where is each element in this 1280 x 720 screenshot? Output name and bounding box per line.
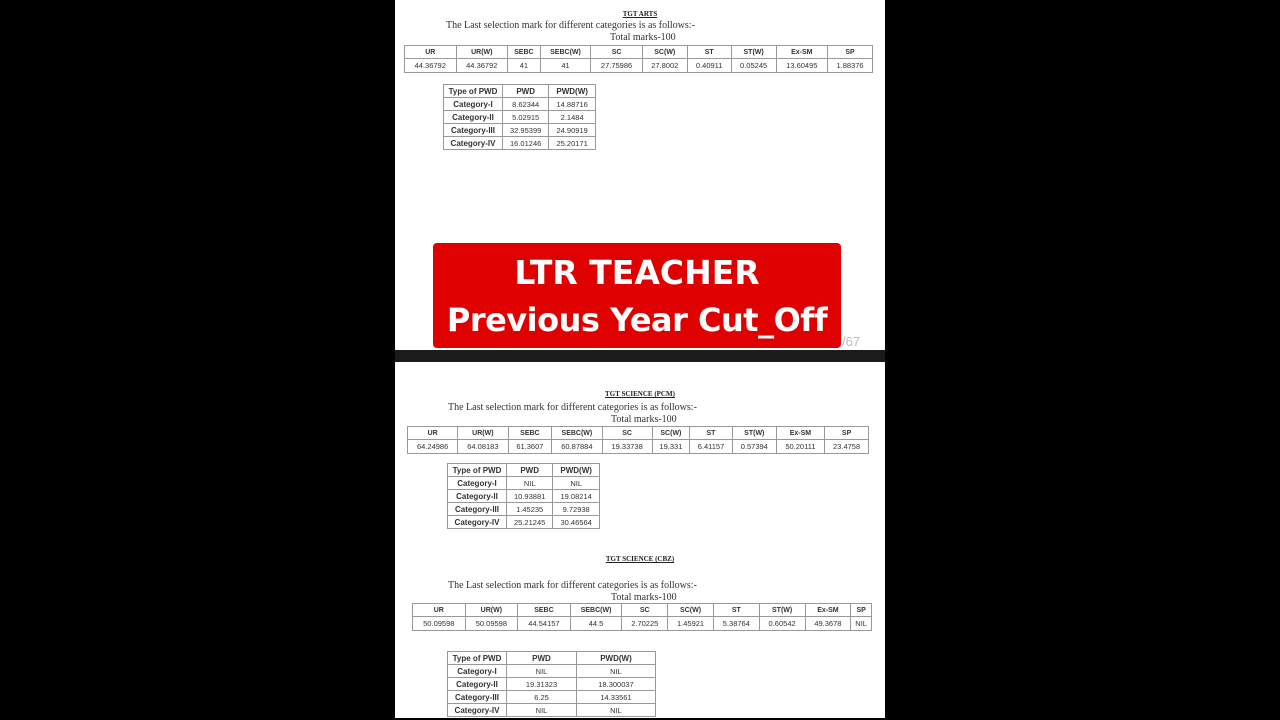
pwd-table-tgt-arts [443,84,596,150]
cell-value: 19.31323 [507,678,577,691]
cell-value: 0.40911 [687,59,731,73]
cell-value: 41 [540,59,591,73]
cell-value: 10.93881 [507,490,553,503]
cell-value: 44.36792 [456,59,508,73]
col-header: ST(W) [759,604,805,617]
col-header: SP [825,427,869,440]
cell-value: 13.60495 [776,59,828,73]
document-page-bottom [395,362,885,718]
cell-value: NIL [576,704,655,717]
cell-value: 6.41157 [690,440,733,454]
category-label: Category-I [448,477,507,490]
col-header: Type of PWD [444,85,503,98]
category-label: Category-IV [448,516,507,529]
pwd-row [448,503,600,516]
col-header: SP [851,604,872,617]
pwd-row [444,111,596,124]
section-title-tgt-arts: TGT ARTS [622,10,658,18]
cell-value: 2.1484 [549,111,596,124]
col-header: ST [690,427,733,440]
category-label: Category-II [444,111,503,124]
pwd-row [448,490,600,503]
category-label: Category-I [444,98,503,111]
col-header: PWD [507,464,553,477]
pwd-header-row [448,652,656,665]
cell-value: 64.08183 [458,440,508,454]
cell-value: 27.8002 [642,59,687,73]
cell-value: 60.87884 [552,440,602,454]
marks-header-row [413,604,872,617]
marks-header-row [408,427,869,440]
cell-value: NIL [507,704,577,717]
col-header: PWD [503,85,549,98]
category-label: Category-II [448,678,507,691]
col-header: SEBC [508,427,552,440]
col-header: SEBC [508,46,541,59]
cell-value: 50.20111 [776,440,825,454]
marks-value-row [408,440,869,454]
cell-value: 18.300037 [576,678,655,691]
cell-value: 25.21245 [507,516,553,529]
cell-value: 5.02915 [503,111,549,124]
cell-value: 23.4758 [825,440,869,454]
cell-value: 1.88376 [828,59,873,73]
pwd-row [448,691,656,704]
pwd-row [444,124,596,137]
cell-value: 9.72938 [553,503,600,516]
pwd-row [444,98,596,111]
col-header: SEBC(W) [570,604,622,617]
cell-value: 6.25 [507,691,577,704]
pwd-table-tgt-science-cbz [447,651,656,717]
col-header: Ex-SM [805,604,851,617]
col-header: SEBC [518,604,571,617]
col-header: PWD(W) [553,464,600,477]
cell-value: 1.45235 [507,503,553,516]
cell-value: 50.09598 [465,617,518,631]
cell-value: NIL [576,665,655,678]
cell-value: 41 [508,59,541,73]
col-header: SC [602,427,652,440]
marks-table-tgt-arts [404,45,873,73]
marks-table-tgt-science-pcm [407,426,869,454]
pwd-row [448,516,600,529]
col-header: ST [713,604,759,617]
cell-value: 19.33738 [602,440,652,454]
page-number-indicator: /67 [842,334,861,349]
marks-table-tgt-science-cbz [412,603,872,631]
cell-value: 0.57394 [732,440,776,454]
cell-value: 16.01246 [503,137,549,150]
cell-value: NIL [553,477,600,490]
cell-value: 44.54157 [518,617,571,631]
cell-value: 25.20171 [549,137,596,150]
col-header: Ex-SM [776,427,825,440]
cell-value: 61.3607 [508,440,552,454]
col-header: SEBC(W) [540,46,591,59]
section-intro: The Last selection mark for different categories is as follows:- [448,402,697,413]
col-header: SP [828,46,873,59]
banner-subtitle: Previous Year Cut_Off [446,301,828,339]
cell-value: NIL [851,617,872,631]
section-title-tgt-science-pcm: TGT SCIENCE (PCM) [605,390,675,398]
category-label: Category-IV [448,704,507,717]
cell-value: 44.5 [570,617,622,631]
cell-value: NIL [507,665,577,678]
col-header: SC [591,46,643,59]
pwd-table-tgt-science-pcm [447,463,600,529]
col-header: UR(W) [458,427,508,440]
col-header: PWD(W) [549,85,596,98]
banner-title: LTR TEACHER [514,253,760,292]
cell-value: 50.09598 [413,617,466,631]
col-header: SC [622,604,668,617]
col-header: ST(W) [731,46,776,59]
col-header: UR [405,46,457,59]
category-label: Category-III [448,503,507,516]
cell-value: 24.90919 [549,124,596,137]
total-marks: Total marks-100 [610,32,676,43]
cell-value: 2.70225 [622,617,668,631]
pwd-row [448,665,656,678]
col-header: UR [413,604,466,617]
cell-value: 14.88716 [549,98,596,111]
col-header: PWD(W) [576,652,655,665]
col-header: Ex-SM [776,46,828,59]
col-header: UR [408,427,458,440]
pwd-row [448,704,656,717]
category-label: Category-III [448,691,507,704]
col-header: Type of PWD [448,652,507,665]
category-label: Category-IV [444,137,503,150]
col-header: SC(W) [642,46,687,59]
cell-value: 14.33561 [576,691,655,704]
page-separator [395,350,885,362]
col-header: UR(W) [465,604,518,617]
pwd-row [448,678,656,691]
cell-value: 64.24986 [408,440,458,454]
col-header: Type of PWD [448,464,507,477]
pwd-row [448,477,600,490]
cell-value: 5.38764 [713,617,759,631]
pwd-header-row [448,464,600,477]
cell-value: 0.60542 [759,617,805,631]
col-header: SEBC(W) [552,427,602,440]
cell-value: 8.62344 [503,98,549,111]
cell-value: 49.3678 [805,617,851,631]
total-marks: Total marks-100 [611,592,677,603]
section-intro: The Last selection mark for different categories is as follows:- [446,20,695,31]
marks-value-row [413,617,872,631]
col-header: UR(W) [456,46,508,59]
cell-value: NIL [507,477,553,490]
category-label: Category-I [448,665,507,678]
category-label: Category-II [448,490,507,503]
marks-header-row [405,46,873,59]
cell-value: 0.05245 [731,59,776,73]
cell-value: 19.08214 [553,490,600,503]
cell-value: 32.95399 [503,124,549,137]
col-header: ST [687,46,731,59]
col-header: PWD [507,652,577,665]
section-intro: The Last selection mark for different categories is as follows:- [448,580,697,591]
total-marks: Total marks-100 [611,414,677,425]
category-label: Category-III [444,124,503,137]
col-header: SC(W) [652,427,689,440]
marks-value-row [405,59,873,73]
col-header: SC(W) [668,604,714,617]
col-header: ST(W) [732,427,776,440]
cell-value: 30.46564 [553,516,600,529]
cell-value: 19.331 [652,440,689,454]
cell-value: 27.75986 [591,59,643,73]
section-title-tgt-science-cbz: TGT SCIENCE (CBZ) [605,555,675,563]
title-banner [433,243,841,348]
pwd-row [444,137,596,150]
cell-value: 1.45921 [668,617,714,631]
cell-value: 44.36792 [405,59,457,73]
pwd-header-row [444,85,596,98]
